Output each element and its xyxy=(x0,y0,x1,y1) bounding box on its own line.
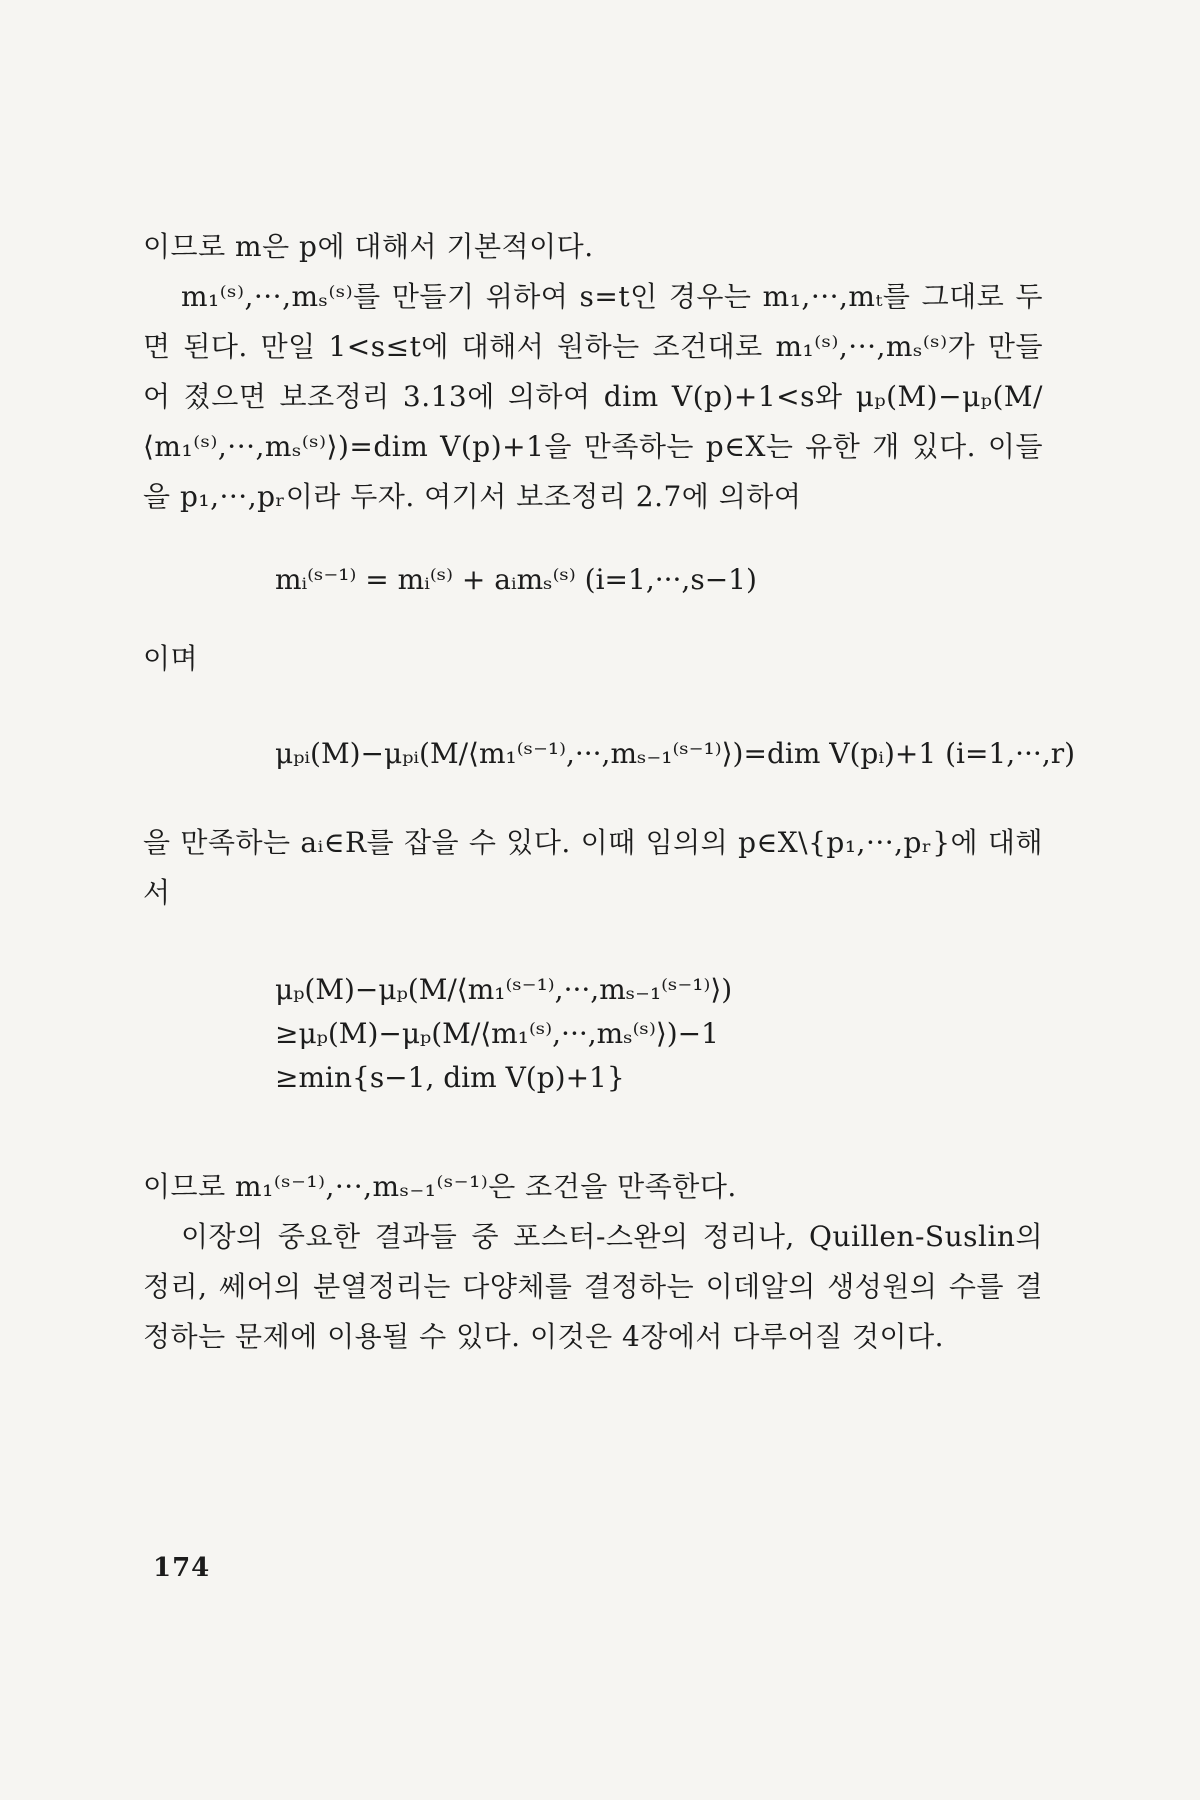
equation: μₚᵢ(M)−μₚᵢ(M/⟨m₁⁽ˢ⁻¹⁾,···,mₛ₋₁⁽ˢ⁻¹⁾⟩)=dim V(pᵢ)+1 (i=1,···,r) xyxy=(275,737,1076,770)
paragraph: 이므로 m₁⁽ˢ⁻¹⁾,···,mₛ₋₁⁽ˢ⁻¹⁾은 조건을 만족한다. xyxy=(143,1170,737,1203)
paragraph: 을 만족하는 aᵢ∈R를 잡을 수 있다. 이때 임의의 p∈X\{p₁,···,pᵣ}에 대해서 xyxy=(143,826,1043,909)
equation-line: ≥min{s−1, dim V(p)+1} xyxy=(275,1061,625,1094)
body-text xyxy=(143,818,1043,918)
paragraph: 이며 xyxy=(143,642,199,675)
equation: mᵢ⁽ˢ⁻¹⁾ = mᵢ⁽ˢ⁾ + aᵢmₛ⁽ˢ⁾ (i=1,···,s−1) xyxy=(275,563,757,596)
paragraph: 이므로 m은 p에 대해서 기본적이다. xyxy=(143,230,594,263)
inequality-block xyxy=(275,968,732,1100)
body-text-top xyxy=(143,222,1043,522)
paragraph: m₁⁽ˢ⁾,···,mₛ⁽ˢ⁾를 만들기 위하여 s=t인 경우는 m₁,···,mₜ를 그대로 두면 된다. 만일 1<s≤t에 대해서 원하는 조건대로 m₁⁽ˢ⁾,···,mₛ⁽ˢ⁾가 만들어 졌으면 보조정리 3.13에 의하여 dim V(p)+1<s와 μₚ(M)−μₚ(M/⟨m₁⁽ˢ⁾,···,mₛ⁽ˢ⁾⟩)=dim V(p)+1을 만족하는 p∈X는 유한 개 있다. 이들을 p₁,···,pᵣ이라 두자. 여기서 보조정리 2.7에 의하여 xyxy=(143,280,1043,513)
equation-line: ≥μₚ(M)−μₚ(M/⟨m₁⁽ˢ⁾,···,mₛ⁽ˢ⁾⟩)−1 xyxy=(275,1017,719,1050)
paragraph: 이장의 중요한 결과들 중 포스터-스완의 정리나, Quillen-Suslin의 정리, 쎄어의 분열정리는 다양체를 결정하는 이데알의 생성원의 수를 결정하는 문제에 이용될 수 있다. 이것은 4장에서 다루어질 것이다. xyxy=(143,1220,1043,1353)
page-number: 174 xyxy=(153,1553,211,1583)
body-text-bottom xyxy=(143,1162,1043,1362)
body-text xyxy=(143,634,1043,684)
equation-line: μₚ(M)−μₚ(M/⟨m₁⁽ˢ⁻¹⁾,···,mₛ₋₁⁽ˢ⁻¹⁾⟩) xyxy=(275,973,733,1006)
